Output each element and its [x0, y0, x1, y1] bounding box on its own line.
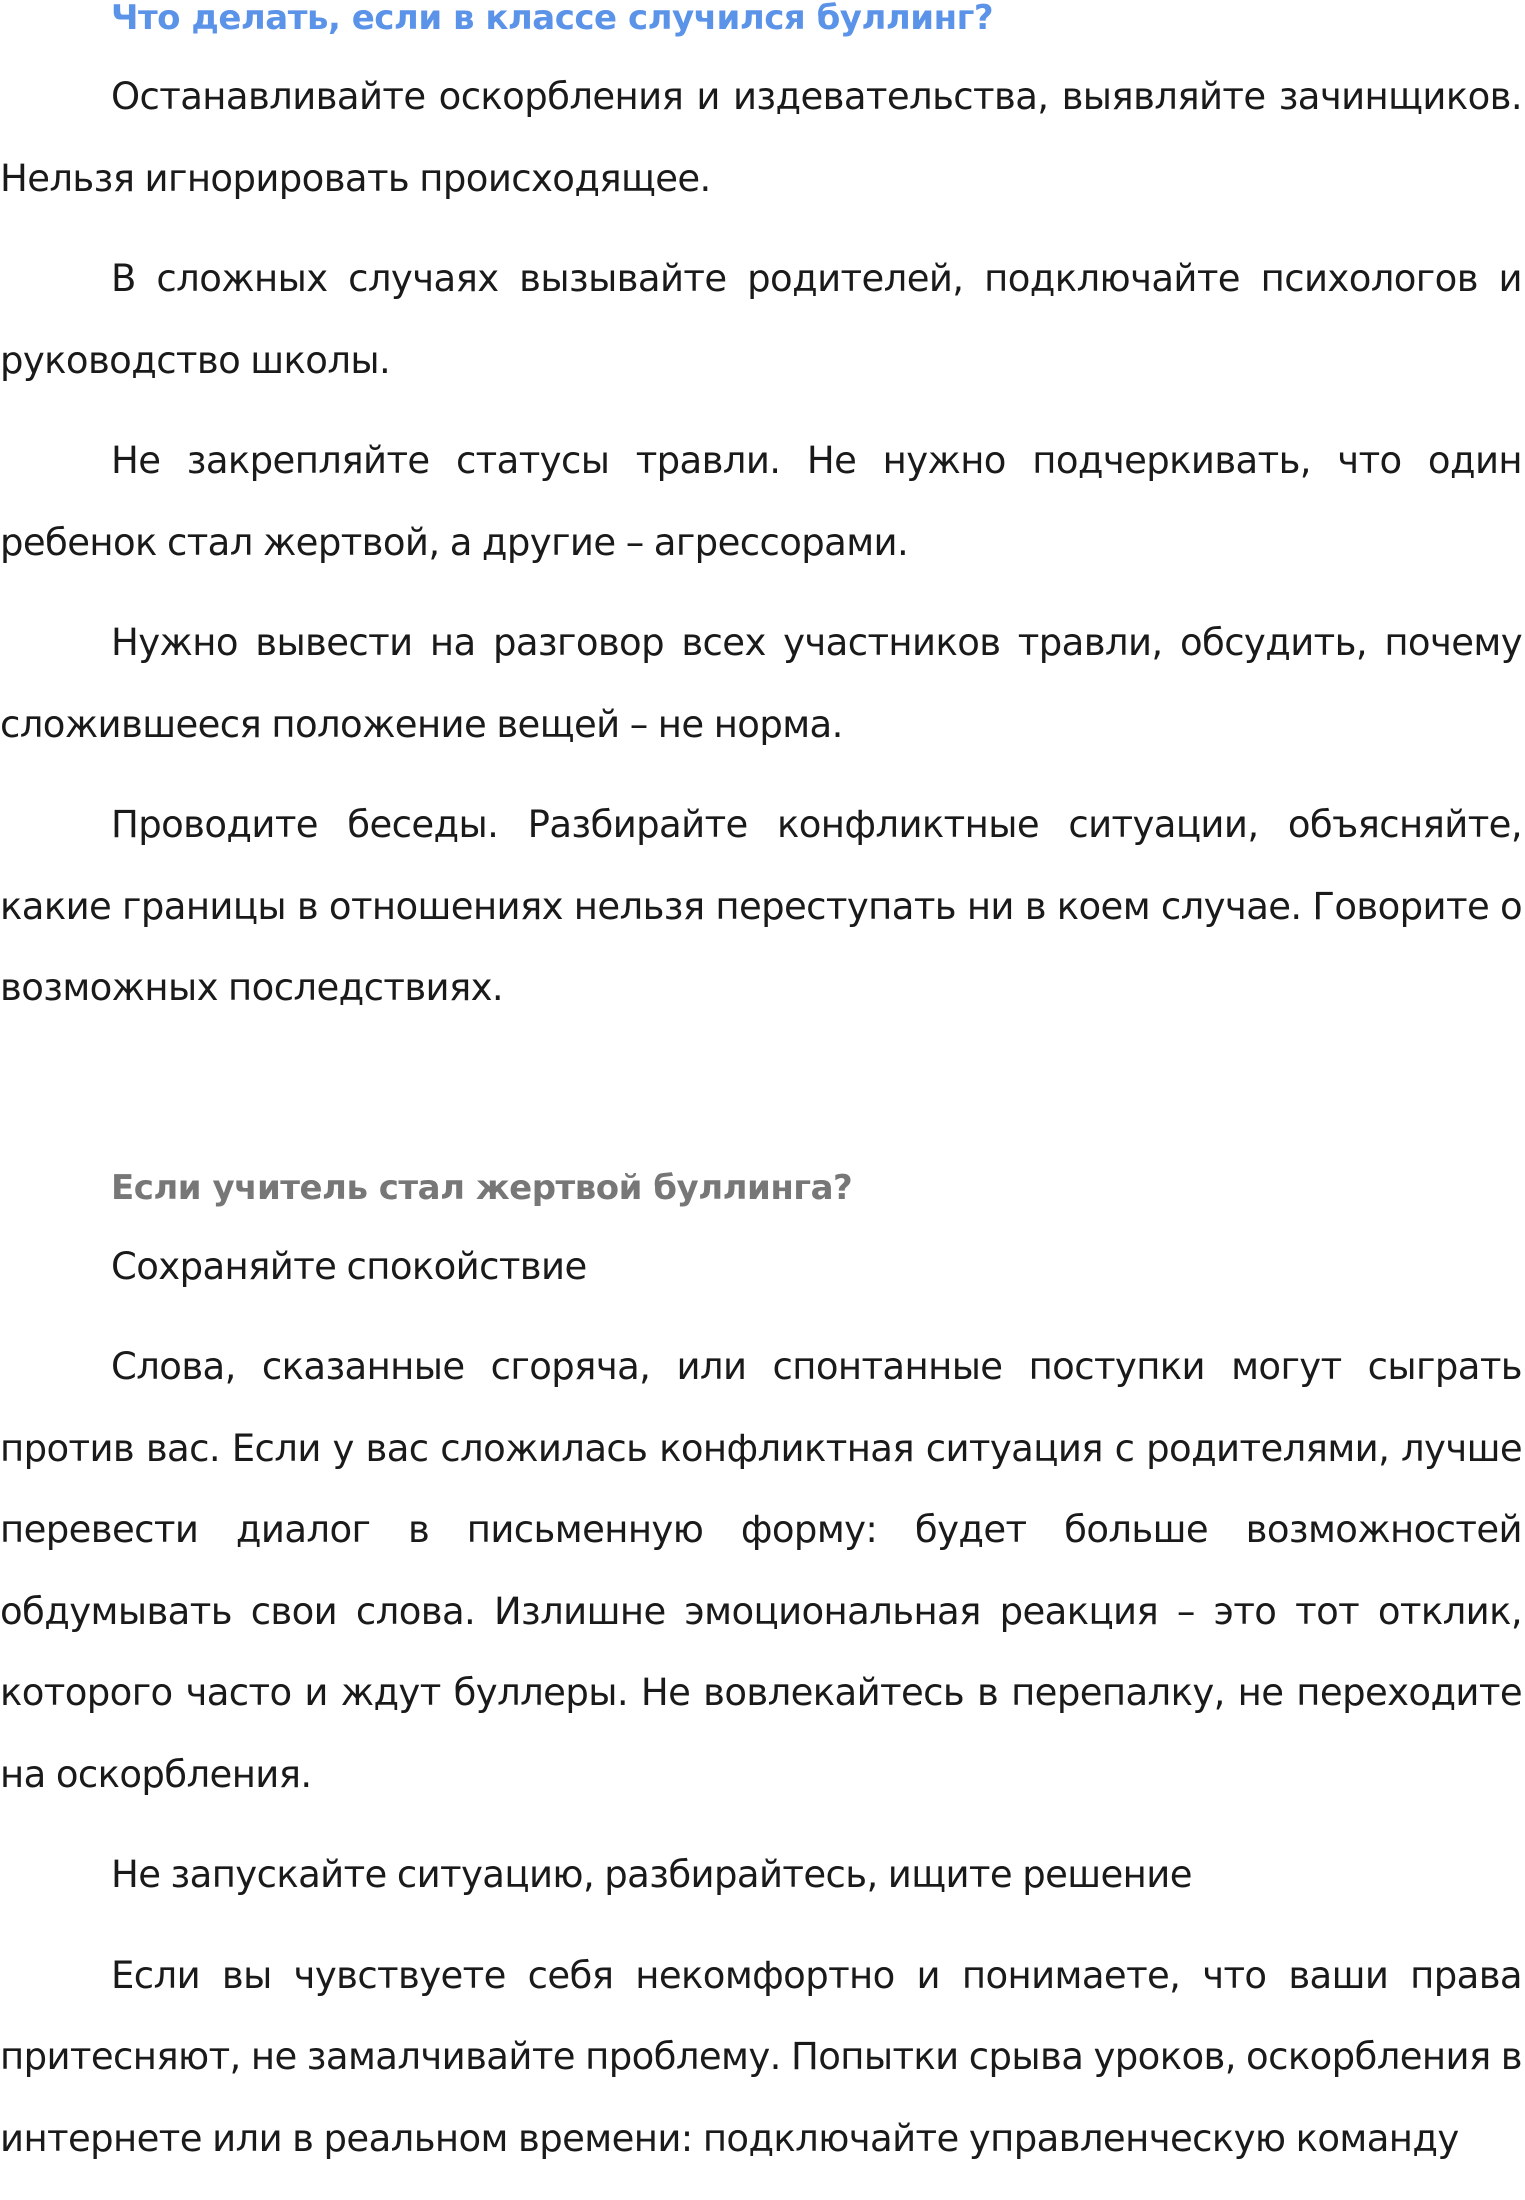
paragraph-hasty-words: Слова, сказанные сгоряча, или спонтанные поступки могут сыграть против вас. Если у вас сложилась конфликтная ситуация с родителями, лучше перевести диалог в письменную форму: будет больше возможностей обдумывать свои слова. Излишне эмоциональная реакция – это тот отклик, которого часто и ждут буллеры. Не вовлекайтесь в перепалку, не переходите на оскорбления.	[0, 1345, 1522, 1796]
paragraph-uncomfortable: Если вы чувствуете себя некомфортно и понимаете, что ваши права притесняют, не замалчивайте проблему. Попытки срыва уроков, оскорбления в интернете или в реальном времени: подключайте управленческую команду	[0, 1953, 1522, 2160]
paragraph-conduct-talks: Проводите беседы. Разбирайте конфликтные ситуации, объясняйте, какие границы в отношениях нельзя переступать ни в коем случае. Говорите о возможных последствиях.	[0, 803, 1522, 1009]
subheading-stay-calm: Сохраняйте спокойствие	[111, 1244, 587, 1288]
heading-1-block	[0, 0, 1522, 36]
section-heading-teacher-victim: Если учитель стал жертвой буллинга?	[111, 1167, 853, 1208]
subheading-find-solution: Не запускайте ситуацию, разбирайтесь, ищите решение	[111, 1853, 1192, 1896]
paragraph-bullying-statuses: Не закрепляйте статусы травли. Не нужно подчеркивать, что один ребенок стал жертвой, а другие – агрессорами.	[0, 439, 1522, 564]
heading-2-block	[0, 1166, 1522, 1206]
paragraph-difficult-cases: В сложных случаях вызывайте родителей, подключайте психологов и руководство школы.	[0, 257, 1522, 382]
section-heading-bullying-in-class: Что делать, если в классе случился буллинг?	[111, 0, 994, 38]
paragraph-conversation: Нужно вывести на разговор всех участников травли, обсудить, почему сложившееся положение вещей – не норма.	[0, 621, 1522, 746]
paragraph-stop-insults: Останавливайте оскорбления и издевательства, выявляйте зачинщиков. Нельзя игнорировать происходящее.	[0, 75, 1522, 200]
